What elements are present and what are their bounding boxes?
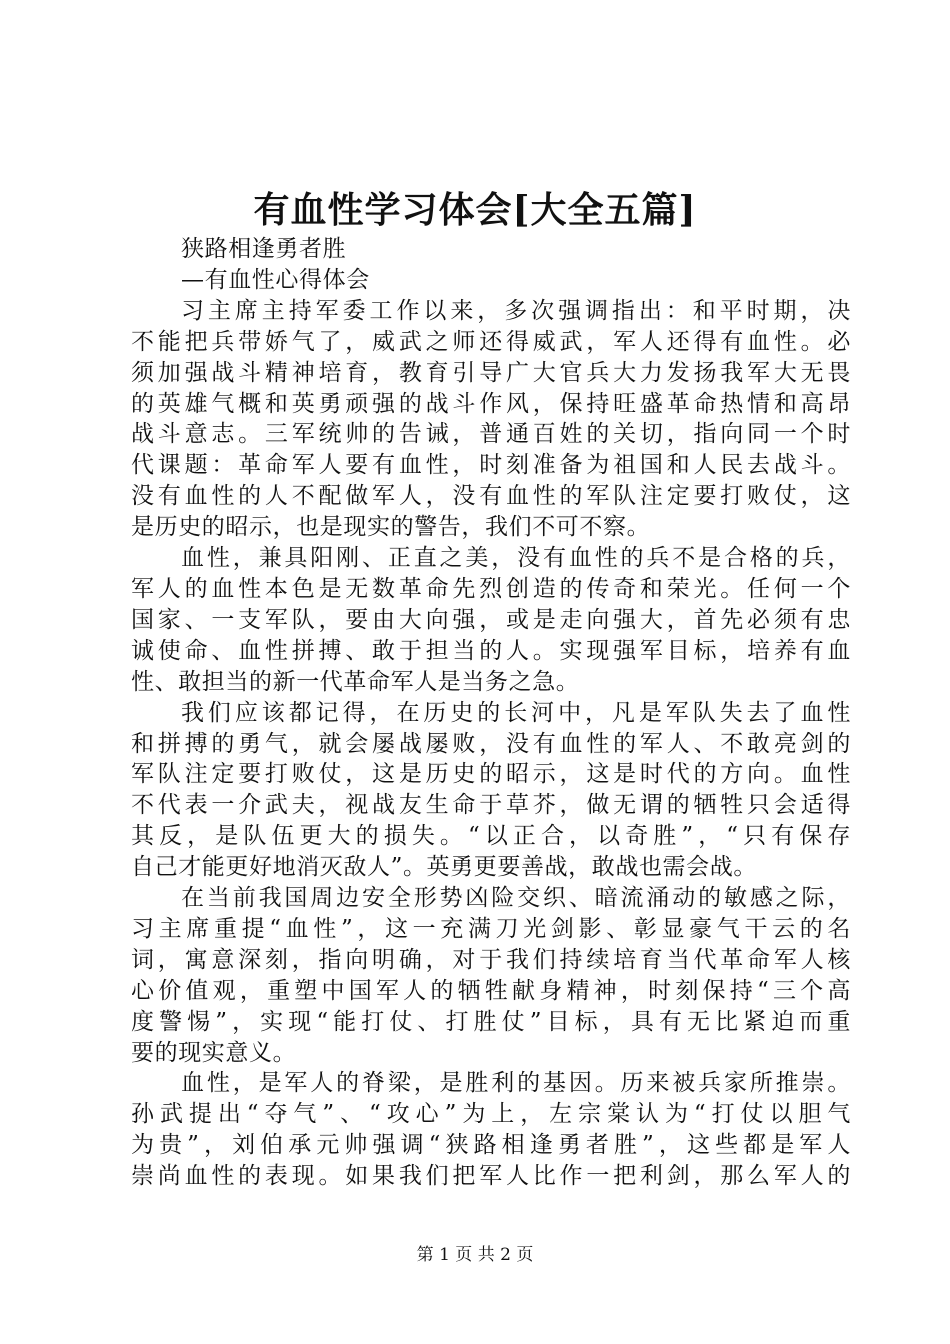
- paragraph-line: 自己才能更好地消灭敌人”。英勇更要善战，敢战也需会战。: [131, 854, 757, 881]
- paragraph-line: 习主席重提“血性”，这一充满刀光剑影、彰显豪气干云的名: [131, 915, 851, 942]
- paragraph-line: 要的现实意义。: [131, 1039, 297, 1066]
- paragraph-line: 血性，兼具阳刚、正直之美，没有血性的兵不是合格的兵，: [181, 545, 851, 572]
- paragraph-line: 国家、一支军队，要由大向强，或是走向强大，首先必须有忠: [131, 606, 851, 633]
- paragraph-line: 词，寓意深刻，指向明确，对于我们持续培育当代革命军人核: [131, 946, 851, 973]
- paragraph-line: 不能把兵带娇气了，威武之师还得威武，军人还得有血性。必: [131, 328, 851, 355]
- paragraph-line: 崇尚血性的表现。如果我们把军人比作一把利剑，那么军人的: [131, 1163, 851, 1190]
- paragraph-line: 军人的血性本色是无数革命先烈创造的传奇和荣光。任何一个: [131, 575, 851, 602]
- paragraph-line: 诚使命、血性拼搏、敢于担当的人。实现强军目标，培养有血: [131, 637, 851, 664]
- paragraph-line: 的英雄气概和英勇顽强的战斗作风，保持旺盛革命热情和高昂: [131, 390, 851, 417]
- paragraph-line: 为贵”，刘伯承元帅强调“狭路相逢勇者胜”，这些都是军人: [131, 1132, 851, 1159]
- paragraph-line: 没有血性的人不配做军人，没有血性的军队注定要打败仗，这: [131, 483, 851, 510]
- paragraph-1: [131, 296, 851, 543]
- paragraph-line: 性、敢担当的新一代革命军人是当务之急。: [131, 668, 580, 695]
- paragraph-line: 代课题：革命军人要有血性，时刻准备为祖国和人民去战斗。: [131, 452, 851, 479]
- paragraph-line: 不代表一介武夫，视战友生命于草芥，做无谓的牺牲只会适得: [131, 792, 851, 819]
- paragraph-line: 军队注定要打败仗，这是历史的昭示，这是时代的方向。血性: [131, 761, 851, 788]
- paragraph-line: 我们应该都记得，在历史的长河中，凡是军队失去了血性: [181, 699, 851, 726]
- paragraph-line: 习主席主持军委工作以来，多次强调指出：和平时期，决: [181, 297, 851, 324]
- document-body: [131, 234, 851, 1192]
- paragraph-5: [131, 1068, 851, 1192]
- paragraph-line: 是历史的昭示，也是现实的警告，我们不可不察。: [131, 514, 651, 541]
- paragraph-4: [131, 883, 851, 1068]
- paragraph-line: 战斗意志。三军统帅的告诫，普通百姓的关切，指向同一个时: [131, 421, 851, 448]
- subtitle-line: 狭路相逢勇者胜: [181, 236, 347, 262]
- paragraph-3: [131, 698, 851, 883]
- paragraph-line: 心价值观，重塑中国军人的牺牲献身精神，时刻保持“三个高: [131, 977, 851, 1004]
- paragraph-line: 在当前我国周边安全形势凶险交织、暗流涌动的敏感之际，: [181, 885, 851, 912]
- subtitle-line: —有血性心得体会: [181, 266, 370, 293]
- paragraph-2: [131, 543, 851, 698]
- paragraph-line: 和拼搏的勇气，就会屡战屡败，没有血性的军人、不敢亮剑的: [131, 730, 851, 757]
- paragraph-line: 血性，是军人的脊梁，是胜利的基因。历来被兵家所推崇。: [181, 1070, 851, 1097]
- paragraph-line: 度警惕”，实现“能打仗、打胜仗”目标，具有无比紧迫而重: [131, 1008, 851, 1035]
- paragraph-line: 其反，是队伍更大的损失。“以正合，以奇胜”，“只有保存: [131, 823, 851, 850]
- page-title: 有血性学习体会[大全五篇]: [253, 189, 697, 231]
- paragraph-line: 须加强战斗精神培育，教育引导广大官兵大力发扬我军大无畏: [131, 359, 851, 386]
- page-footer: 第 1 页 共 2 页: [416, 1245, 534, 1265]
- paragraph-line: 孙武提出“夺气”、“攻心”为上，左宗棠认为“打仗以胆气: [131, 1101, 851, 1128]
